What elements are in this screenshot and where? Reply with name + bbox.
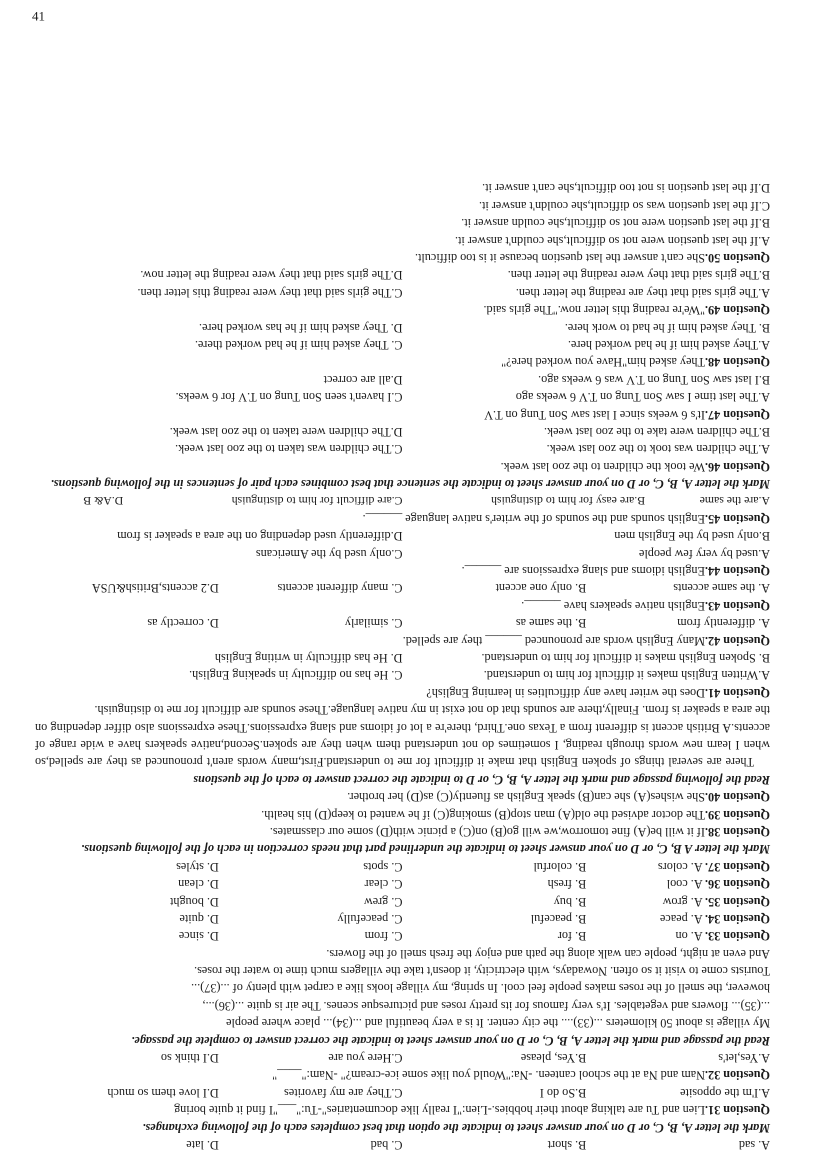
question-options: A. differently from B. the same as C. similarly D. correctly as bbox=[147, 616, 770, 631]
option: A.If the last question were not so difficult,she couldn't answer it. bbox=[454, 233, 770, 248]
option: B. short bbox=[547, 1138, 587, 1152]
option: C.If the last question was so difficult,she couldn't answer it. bbox=[478, 198, 770, 213]
page-number: 41 bbox=[32, 8, 45, 24]
option: B.If the last question were not so difficult,she couldn answer it. bbox=[461, 216, 770, 231]
question-options: B.I last saw Son Tung on T.V was 6 weeks ago. D.all are correct bbox=[323, 372, 770, 387]
question-options: A.used by very few people C.only used by the Americans bbox=[255, 546, 770, 561]
passage-village: My village is about 50 kilometers ...(33).... the city center. It is a very beautiful and ...(34)... place where people ...(35)... flowers and vegetables. It's very famous for its pretty roses and picturesque scenes. The air is quite ...(36)..., however, the smell of the roses makes people feel cool. In spring, my village looks like a carpet with plenty of ...(37)... Tourists come to visit it so often. Nowadays, with electricity, it doesn't take the villagers much time to water the roses. And even at night, people can walk along the path and enjoy the fresh smell of the flowers. bbox=[191, 946, 770, 1031]
question: Question 43.English native speakers have ______. bbox=[521, 598, 770, 613]
question: Question 38.If it will be(A) fine tomorrow,we will go(B) on(C) a picnic with(D) some our classmates. bbox=[269, 824, 770, 839]
question-options: A.are the same B.are easy for him to distinguish C.are difficult for him to distinguish D.A& B bbox=[83, 494, 770, 509]
q30-options bbox=[35, 1136, 770, 1153]
option: D. late bbox=[186, 1138, 219, 1152]
question: Question 42.Many English words are pronounced ______ they are spelled. bbox=[402, 633, 770, 648]
question-options: Question 33. A. on B. for C. from D. since bbox=[178, 929, 770, 944]
question-options: A.I'm the opposite B.So do I C.They are my favorites D.I love them so much bbox=[107, 1085, 770, 1100]
question-options: A.Yes,let's B.Yes, please C.Here you are D.I think so bbox=[160, 1051, 770, 1066]
section-heading: Mark the letter A, B, C, or D on your answer sheet to indicate the sentence that best combines each pair of sentences in the following questions. bbox=[50, 477, 770, 492]
question-options: A.They asked him if he had worked here. C. They asked him if he had worked there. bbox=[194, 337, 770, 352]
option: A. sad bbox=[738, 1138, 770, 1152]
question: Question 49."We're reading this letter now."The girls said. bbox=[483, 303, 770, 318]
question: Question 48.They asked him"Have you worked here?" bbox=[501, 355, 770, 370]
question: Question 44.English idioms and slang expressions are ______. bbox=[461, 564, 770, 579]
section-heading: Mark the letter A, B, C, or D on your answer sheet to indicate the option that best completes each of the following exchanges. bbox=[142, 1120, 770, 1135]
question: Question 40.She wishes(A) she can(B) speak English as fluently(C) as(D) her brother. bbox=[347, 790, 770, 805]
question-options: B.The girls said that they were reading the letter then. D.The girls said that they were reading the letter now. bbox=[140, 268, 770, 283]
section-heading: Read the following passage and mark the letter A, B, C, or D to indicate the correct answer to each of the questions bbox=[193, 772, 770, 787]
question-options: Question 37. A. colors B. colorful C. spots D. styles bbox=[176, 859, 770, 874]
question-options: B.only used by the English men D.differently used depending on the area a speaker is from bbox=[117, 529, 770, 544]
question: Question 32.Nam and Na at the school canteen. -Na:"Would you like some ice-cream?" -Nam:"____" bbox=[272, 1068, 770, 1083]
section-heading: Read the passage and mark the letter A, B, C, or D on your answer sheet to indicate the correct answer to complete the passage. bbox=[131, 1033, 770, 1048]
question-options: Question 34. A. peace B. peaceful C. peacefully D. quite bbox=[179, 911, 770, 926]
section-heading: Mark the letter A B, C, or D on your answer sheet to indicate the underlined part that needs correction in each of the following questions. bbox=[81, 842, 770, 857]
page-content bbox=[35, 179, 770, 1153]
question-options: Question 35. A. grow B. buy C. grew D. bought bbox=[170, 894, 770, 909]
passage-spoken-english: There are several things of spoken English that make it difficult for me to understand.First,many words aren't pronounced as they are spelled,so when I learn new words through reading, I sometimes do not understand them when they are spoken.Second,native speakers have a wide range of accents.A British accent is different from a Texas one.Third, there're a lot of idioms and slang expressions.These expressions also differ depending on the area a speaker is from. Finally,there are sounds that do not exist in my native language.These sounds are difficult for me to distinguish. bbox=[35, 703, 770, 770]
question: Question 41.Does the writer have any difficulties in learning English? bbox=[426, 685, 770, 700]
question: Question 31.Lien and Tu are talking about their hobbies.-Lien:"I really like documentaries"-Tu:"___"I find it quite boring bbox=[174, 1103, 770, 1118]
question: Question 45.English sounds and the sounds of the writer's native language ______. bbox=[362, 511, 770, 526]
question-options: Question 36. A. cool B. fresh C. clear D. clean bbox=[178, 877, 770, 892]
question-options: A.The children was took to the zoo last week. C.The children was taken to the zoo last week. bbox=[175, 442, 770, 457]
question-options: B. Spoken English makes it difficult for him to understand. D. He has difficulty in writing English bbox=[214, 651, 770, 665]
question-options: A.The girls said that they are reading the letter then. C.The girls said that they were reading this letter then. bbox=[137, 285, 770, 300]
question-options: A.Written English makes it difficult for him to understand. C. He has no difficulty in speaking English. bbox=[189, 668, 770, 683]
question-options: B. They asked him if he had to work here. D. They asked him if he has worked here. bbox=[198, 320, 770, 335]
option: C. bad bbox=[370, 1138, 403, 1152]
option: D.If the last question is not too difficult,she can't answer it. bbox=[482, 181, 770, 196]
question-options: A.The last time I saw Son Tung on T.V 6 weeks ago C.I haven't seen Son Tung on T.V for 6 weeks. bbox=[175, 390, 770, 405]
question-options: B.The children were take to the zoo last week. D.The children were taken to the zoo last week. bbox=[169, 424, 770, 439]
question: Question 47.It's 6 weeks since I last saw Son Tung on T.V bbox=[484, 407, 770, 422]
question: Question 50.She can't answer the last question because it is too difficult. bbox=[414, 251, 770, 266]
question: Question 39.The doctor advised the old(A) man stop(B) smoking(C) if he wanted to keep(D) his health. bbox=[261, 807, 770, 822]
question: Question 46.We took the children to the zoo last week. bbox=[500, 459, 770, 474]
question-options: A. the same accents B. only one accent C. many different accents D.2 accents,British&USA bbox=[91, 581, 770, 596]
